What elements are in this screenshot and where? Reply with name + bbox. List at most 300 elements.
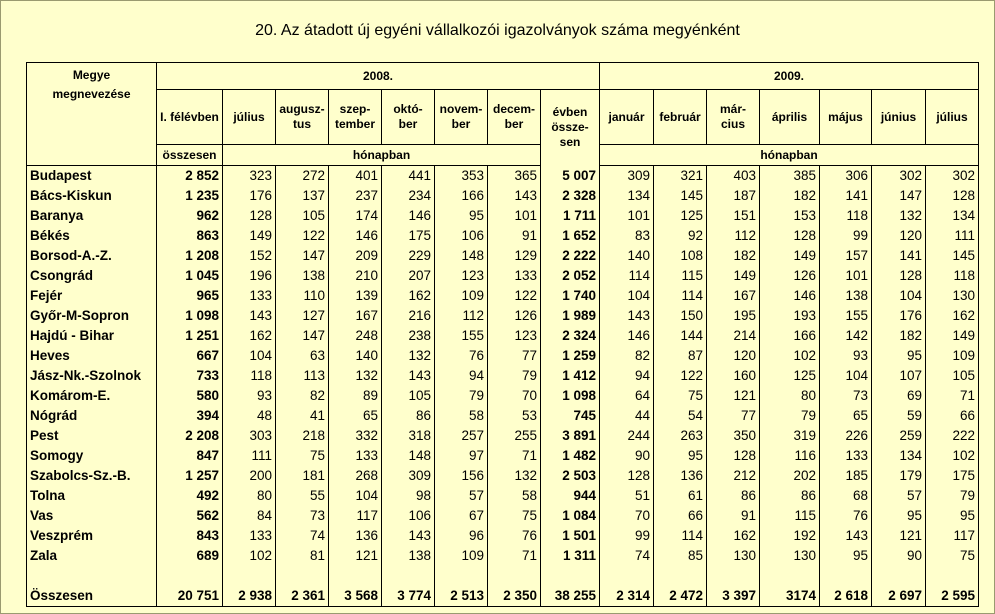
spacer-cell xyxy=(157,566,223,586)
month-value: 140 xyxy=(329,346,382,366)
month-value: 133 xyxy=(488,266,541,286)
month-value: 128 xyxy=(707,446,760,466)
month-value: 441 xyxy=(382,166,435,187)
first-half-value: 394 xyxy=(157,406,223,426)
month-value: 90 xyxy=(600,446,654,466)
month-value: 155 xyxy=(820,306,872,326)
month-value: 111 xyxy=(926,226,979,246)
month-value: 2 938 xyxy=(223,586,276,607)
month-value: 138 xyxy=(820,286,872,306)
month-value: 118 xyxy=(820,206,872,226)
year-total-value: 745 xyxy=(541,406,600,426)
month-value: 48 xyxy=(223,406,276,426)
month-value: 202 xyxy=(760,466,820,486)
month-value: 74 xyxy=(600,546,654,566)
month-value: 143 xyxy=(488,186,541,206)
month-value: 133 xyxy=(820,446,872,466)
month-value: 115 xyxy=(760,506,820,526)
month-value: 86 xyxy=(707,486,760,506)
month-value: 162 xyxy=(223,326,276,346)
month-value: 218 xyxy=(276,426,329,446)
month-value: 123 xyxy=(435,266,488,286)
county-name: Hajdú - Bihar xyxy=(27,326,157,346)
table-row xyxy=(27,446,979,466)
first-half-header: I. félévben xyxy=(157,90,223,145)
month-value: 115 xyxy=(654,266,707,286)
month-value: 128 xyxy=(600,466,654,486)
month-value: 133 xyxy=(223,286,276,306)
month-value: 350 xyxy=(707,426,760,446)
first-half-value: 1 045 xyxy=(157,266,223,286)
county-name: Heves xyxy=(27,346,157,366)
month-value: 187 xyxy=(707,186,760,206)
month-value: 97 xyxy=(435,446,488,466)
month-value: 120 xyxy=(707,346,760,366)
month-value: 107 xyxy=(872,366,926,386)
month-value: 143 xyxy=(382,526,435,546)
month-2009-2: már- cius xyxy=(707,90,760,145)
month-value: 114 xyxy=(654,286,707,306)
month-value: 238 xyxy=(382,326,435,346)
year-total-value: 1 311 xyxy=(541,546,600,566)
month-value: 302 xyxy=(926,166,979,187)
month-value: 126 xyxy=(488,306,541,326)
month-value: 216 xyxy=(382,306,435,326)
month-value: 309 xyxy=(600,166,654,187)
county-name: Budapest xyxy=(27,166,157,187)
month-value: 80 xyxy=(760,386,820,406)
year-total-value: 2 324 xyxy=(541,326,600,346)
year-total-value: 1 412 xyxy=(541,366,600,386)
month-value: 81 xyxy=(276,546,329,566)
month-value: 175 xyxy=(926,466,979,486)
month-value: 104 xyxy=(820,366,872,386)
month-value: 79 xyxy=(488,366,541,386)
month-value: 248 xyxy=(329,326,382,346)
spacer-cell xyxy=(435,566,488,586)
month-value: 319 xyxy=(760,426,820,446)
month-value: 175 xyxy=(382,226,435,246)
month-value: 2 595 xyxy=(926,586,979,607)
month-value: 118 xyxy=(223,366,276,386)
table-row xyxy=(27,366,979,386)
month-value: 2 618 xyxy=(820,586,872,607)
month-value: 105 xyxy=(382,386,435,406)
county-name: Csongrád xyxy=(27,266,157,286)
month-value: 179 xyxy=(872,466,926,486)
month-2008-4: novem- ber xyxy=(435,90,488,145)
spacer-cell xyxy=(926,566,979,586)
month-value: 94 xyxy=(600,366,654,386)
month-value: 156 xyxy=(435,466,488,486)
month-value: 79 xyxy=(926,486,979,506)
first-half-value: 962 xyxy=(157,206,223,226)
month-value: 146 xyxy=(600,326,654,346)
month-value: 133 xyxy=(329,446,382,466)
first-half-value: 562 xyxy=(157,506,223,526)
total-label: Összesen xyxy=(27,586,157,607)
month-value: 192 xyxy=(760,526,820,546)
county-name: Békés xyxy=(27,226,157,246)
first-half-value: 667 xyxy=(157,346,223,366)
month-value: 71 xyxy=(488,446,541,466)
spacer-cell xyxy=(654,566,707,586)
month-value: 92 xyxy=(654,226,707,246)
table-row xyxy=(27,426,979,446)
month-value: 130 xyxy=(707,546,760,566)
year-total-value: 1 989 xyxy=(541,306,600,326)
month-value: 155 xyxy=(435,326,488,346)
table-row xyxy=(27,326,979,346)
month-value: 146 xyxy=(329,226,382,246)
month-value: 66 xyxy=(654,506,707,526)
month-value: 138 xyxy=(382,546,435,566)
month-value: 209 xyxy=(329,246,382,266)
county-name: Veszprém xyxy=(27,526,157,546)
month-value: 104 xyxy=(600,286,654,306)
month-value: 140 xyxy=(600,246,654,266)
month-value: 138 xyxy=(276,266,329,286)
month-value: 111 xyxy=(223,446,276,466)
table-row xyxy=(27,286,979,306)
year-total-value: 3 891 xyxy=(541,426,600,446)
month-value: 152 xyxy=(223,246,276,266)
table-row xyxy=(27,506,979,526)
month-value: 69 xyxy=(872,386,926,406)
month-value: 401 xyxy=(329,166,382,187)
spacer-row xyxy=(27,566,979,586)
month-value: 214 xyxy=(707,326,760,346)
spacer-cell xyxy=(329,566,382,586)
first-half-value: 1 098 xyxy=(157,306,223,326)
month-value: 303 xyxy=(223,426,276,446)
month-value: 149 xyxy=(707,266,760,286)
month-value: 104 xyxy=(872,286,926,306)
month-value: 87 xyxy=(654,346,707,366)
county-name: Tolna xyxy=(27,486,157,506)
month-value: 99 xyxy=(820,226,872,246)
month-value: 3 568 xyxy=(329,586,382,607)
table-row xyxy=(27,266,979,286)
month-value: 149 xyxy=(760,246,820,266)
month-value: 309 xyxy=(382,466,435,486)
month-value: 200 xyxy=(223,466,276,486)
month-value: 109 xyxy=(926,346,979,366)
month-value: 162 xyxy=(382,286,435,306)
first-half-value: 863 xyxy=(157,226,223,246)
year-total-value: 2 328 xyxy=(541,186,600,206)
spacer-cell xyxy=(223,566,276,586)
month-value: 102 xyxy=(223,546,276,566)
month-value: 116 xyxy=(760,446,820,466)
month-value: 96 xyxy=(435,526,488,546)
month-value: 68 xyxy=(820,486,872,506)
month-2008-3: októ- ber xyxy=(382,90,435,145)
month-value: 89 xyxy=(329,386,382,406)
month-value: 157 xyxy=(820,246,872,266)
month-value: 403 xyxy=(707,166,760,187)
table-row xyxy=(27,186,979,206)
month-value: 176 xyxy=(223,186,276,206)
first-half-value: 580 xyxy=(157,386,223,406)
county-name: Zala xyxy=(27,546,157,566)
table-row xyxy=(27,526,979,546)
month-value: 85 xyxy=(654,546,707,566)
month-value: 73 xyxy=(820,386,872,406)
month-value: 75 xyxy=(488,506,541,526)
month-value: 167 xyxy=(707,286,760,306)
month-value: 3 397 xyxy=(707,586,760,607)
month-value: 70 xyxy=(600,506,654,526)
month-value: 82 xyxy=(600,346,654,366)
month-value: 112 xyxy=(435,306,488,326)
month-value: 134 xyxy=(926,206,979,226)
month-value: 71 xyxy=(488,546,541,566)
month-value: 149 xyxy=(223,226,276,246)
county-header-line1: Megye xyxy=(72,68,111,82)
first-half-value: 843 xyxy=(157,526,223,546)
table-row xyxy=(27,226,979,246)
month-value: 75 xyxy=(654,386,707,406)
county-name: Bács-Kiskun xyxy=(27,186,157,206)
first-half-value: 733 xyxy=(157,366,223,386)
month-value: 90 xyxy=(872,546,926,566)
month-value: 160 xyxy=(707,366,760,386)
month-value: 182 xyxy=(707,246,760,266)
county-name: Komárom-E. xyxy=(27,386,157,406)
year-total-value: 2 503 xyxy=(541,466,600,486)
month-value: 117 xyxy=(926,526,979,546)
month-value: 142 xyxy=(820,326,872,346)
month-value: 91 xyxy=(707,506,760,526)
month-value: 65 xyxy=(820,406,872,426)
month-value: 106 xyxy=(435,226,488,246)
month-value: 174 xyxy=(329,206,382,226)
month-value: 118 xyxy=(926,266,979,286)
table-row xyxy=(27,166,979,187)
spacer-cell xyxy=(600,566,654,586)
month-value: 166 xyxy=(435,186,488,206)
month-value: 123 xyxy=(488,326,541,346)
month-value: 132 xyxy=(382,346,435,366)
month-value: 134 xyxy=(600,186,654,206)
month-value: 130 xyxy=(760,546,820,566)
county-name: Nógrád xyxy=(27,406,157,426)
month-value: 105 xyxy=(926,366,979,386)
month-2009-0: január xyxy=(600,90,654,145)
spacer-cell xyxy=(707,566,760,586)
month-value: 139 xyxy=(329,286,382,306)
spacer-cell xyxy=(488,566,541,586)
first-half-value: 1 251 xyxy=(157,326,223,346)
month-value: 102 xyxy=(760,346,820,366)
month-value: 104 xyxy=(223,346,276,366)
table-row xyxy=(27,386,979,406)
month-value: 113 xyxy=(276,366,329,386)
month-value: 182 xyxy=(872,326,926,346)
month-value: 91 xyxy=(488,226,541,246)
first-half-value: 2 852 xyxy=(157,166,223,187)
month-2008-1: augusz- tus xyxy=(276,90,329,145)
month-value: 105 xyxy=(276,206,329,226)
month-value: 182 xyxy=(760,186,820,206)
month-value: 385 xyxy=(760,166,820,187)
month-value: 82 xyxy=(276,386,329,406)
month-value: 255 xyxy=(488,426,541,446)
month-value: 83 xyxy=(600,226,654,246)
spacer-cell xyxy=(820,566,872,586)
month-value: 122 xyxy=(654,366,707,386)
month-value: 321 xyxy=(654,166,707,187)
total-label-header: összesen xyxy=(157,145,223,166)
first-half-value: 689 xyxy=(157,546,223,566)
table-title: 20. Az átadott új egyéni vállalkozói igazolványok száma megyénként xyxy=(255,22,740,39)
month-value: 95 xyxy=(654,446,707,466)
county-name: Baranya xyxy=(27,206,157,226)
spacer-cell xyxy=(382,566,435,586)
county-name: Fejér xyxy=(27,286,157,306)
month-value: 268 xyxy=(329,466,382,486)
month-value: 114 xyxy=(600,266,654,286)
spacer-cell xyxy=(760,566,820,586)
month-value: 121 xyxy=(872,526,926,546)
year-total-header: évben össze- sen xyxy=(541,90,600,166)
month-2009-5: június xyxy=(872,90,926,145)
month-2008-2: szep- tember xyxy=(329,90,382,145)
month-value: 101 xyxy=(488,206,541,226)
month-value: 146 xyxy=(760,286,820,306)
year-total-value: 1 740 xyxy=(541,286,600,306)
month-value: 95 xyxy=(872,346,926,366)
month-value: 120 xyxy=(872,226,926,246)
month-value: 112 xyxy=(707,226,760,246)
month-value: 145 xyxy=(926,246,979,266)
county-name: Pest xyxy=(27,426,157,446)
month-value: 144 xyxy=(654,326,707,346)
month-value: 84 xyxy=(223,506,276,526)
month-value: 76 xyxy=(488,526,541,546)
month-value: 58 xyxy=(488,486,541,506)
month-value: 76 xyxy=(820,506,872,526)
month-value: 193 xyxy=(760,306,820,326)
month-value: 121 xyxy=(329,546,382,566)
month-value: 57 xyxy=(435,486,488,506)
month-value: 167 xyxy=(329,306,382,326)
month-value: 108 xyxy=(654,246,707,266)
month-value: 141 xyxy=(872,246,926,266)
month-value: 101 xyxy=(600,206,654,226)
first-half-value: 492 xyxy=(157,486,223,506)
month-value: 102 xyxy=(926,446,979,466)
year-total-value: 1 482 xyxy=(541,446,600,466)
year-total-value: 944 xyxy=(541,486,600,506)
month-value: 229 xyxy=(382,246,435,266)
month-value: 132 xyxy=(488,466,541,486)
month-2008-5: decem- ber xyxy=(488,90,541,145)
month-value: 2 361 xyxy=(276,586,329,607)
month-value: 126 xyxy=(760,266,820,286)
county-name: Szabolcs-Sz.-B. xyxy=(27,466,157,486)
month-value: 332 xyxy=(329,426,382,446)
county-name: Borsod-A.-Z. xyxy=(27,246,157,266)
month-value: 128 xyxy=(223,206,276,226)
month-value: 109 xyxy=(435,286,488,306)
month-value: 257 xyxy=(435,426,488,446)
month-2009-1: február xyxy=(654,90,707,145)
month-value: 365 xyxy=(488,166,541,187)
month-value: 141 xyxy=(820,186,872,206)
month-value: 134 xyxy=(872,446,926,466)
month-value: 181 xyxy=(276,466,329,486)
month-value: 125 xyxy=(654,206,707,226)
county-name: Jász-Nk.-Szolnok xyxy=(27,366,157,386)
month-value: 207 xyxy=(382,266,435,286)
month-2009-4: május xyxy=(820,90,872,145)
month-value: 318 xyxy=(382,426,435,446)
month-value: 122 xyxy=(488,286,541,306)
spacer-cell xyxy=(541,566,600,586)
month-value: 110 xyxy=(276,286,329,306)
county-header xyxy=(27,63,157,145)
month-value: 109 xyxy=(435,546,488,566)
month-value: 66 xyxy=(926,406,979,426)
table-row xyxy=(27,246,979,266)
month-value: 79 xyxy=(760,406,820,426)
month-value: 55 xyxy=(276,486,329,506)
month-value: 93 xyxy=(223,386,276,406)
total-row xyxy=(27,586,979,607)
month-value: 101 xyxy=(820,266,872,286)
month-value: 147 xyxy=(276,246,329,266)
county-header-cell-bottom xyxy=(27,145,157,166)
month-value: 117 xyxy=(329,506,382,526)
year-total-value: 2 052 xyxy=(541,266,600,286)
month-value: 146 xyxy=(382,206,435,226)
month-value: 61 xyxy=(654,486,707,506)
month-value: 54 xyxy=(654,406,707,426)
month-value: 259 xyxy=(872,426,926,446)
month-value: 114 xyxy=(654,526,707,546)
month-value: 226 xyxy=(820,426,872,446)
month-value: 148 xyxy=(382,446,435,466)
month-value: 121 xyxy=(707,386,760,406)
county-name: Győr-M-Sopron xyxy=(27,306,157,326)
per-month-header-2009: hónapban xyxy=(600,145,979,166)
year-total-value: 1 098 xyxy=(541,386,600,406)
table-row xyxy=(27,486,979,506)
month-value: 196 xyxy=(223,266,276,286)
month-value: 106 xyxy=(382,506,435,526)
year-total-value: 1 084 xyxy=(541,506,600,526)
year-total-value: 2 222 xyxy=(541,246,600,266)
month-value: 63 xyxy=(276,346,329,366)
month-value: 86 xyxy=(760,486,820,506)
month-value: 127 xyxy=(276,306,329,326)
year-total-value: 1 259 xyxy=(541,346,600,366)
month-value: 65 xyxy=(329,406,382,426)
month-value: 306 xyxy=(820,166,872,187)
month-value: 3 774 xyxy=(382,586,435,607)
table-row xyxy=(27,206,979,226)
month-value: 2 350 xyxy=(488,586,541,607)
month-value: 129 xyxy=(488,246,541,266)
month-value: 58 xyxy=(435,406,488,426)
month-value: 80 xyxy=(223,486,276,506)
month-value: 237 xyxy=(329,186,382,206)
month-2009-3: április xyxy=(760,90,820,145)
month-value: 41 xyxy=(276,406,329,426)
month-value: 132 xyxy=(329,366,382,386)
